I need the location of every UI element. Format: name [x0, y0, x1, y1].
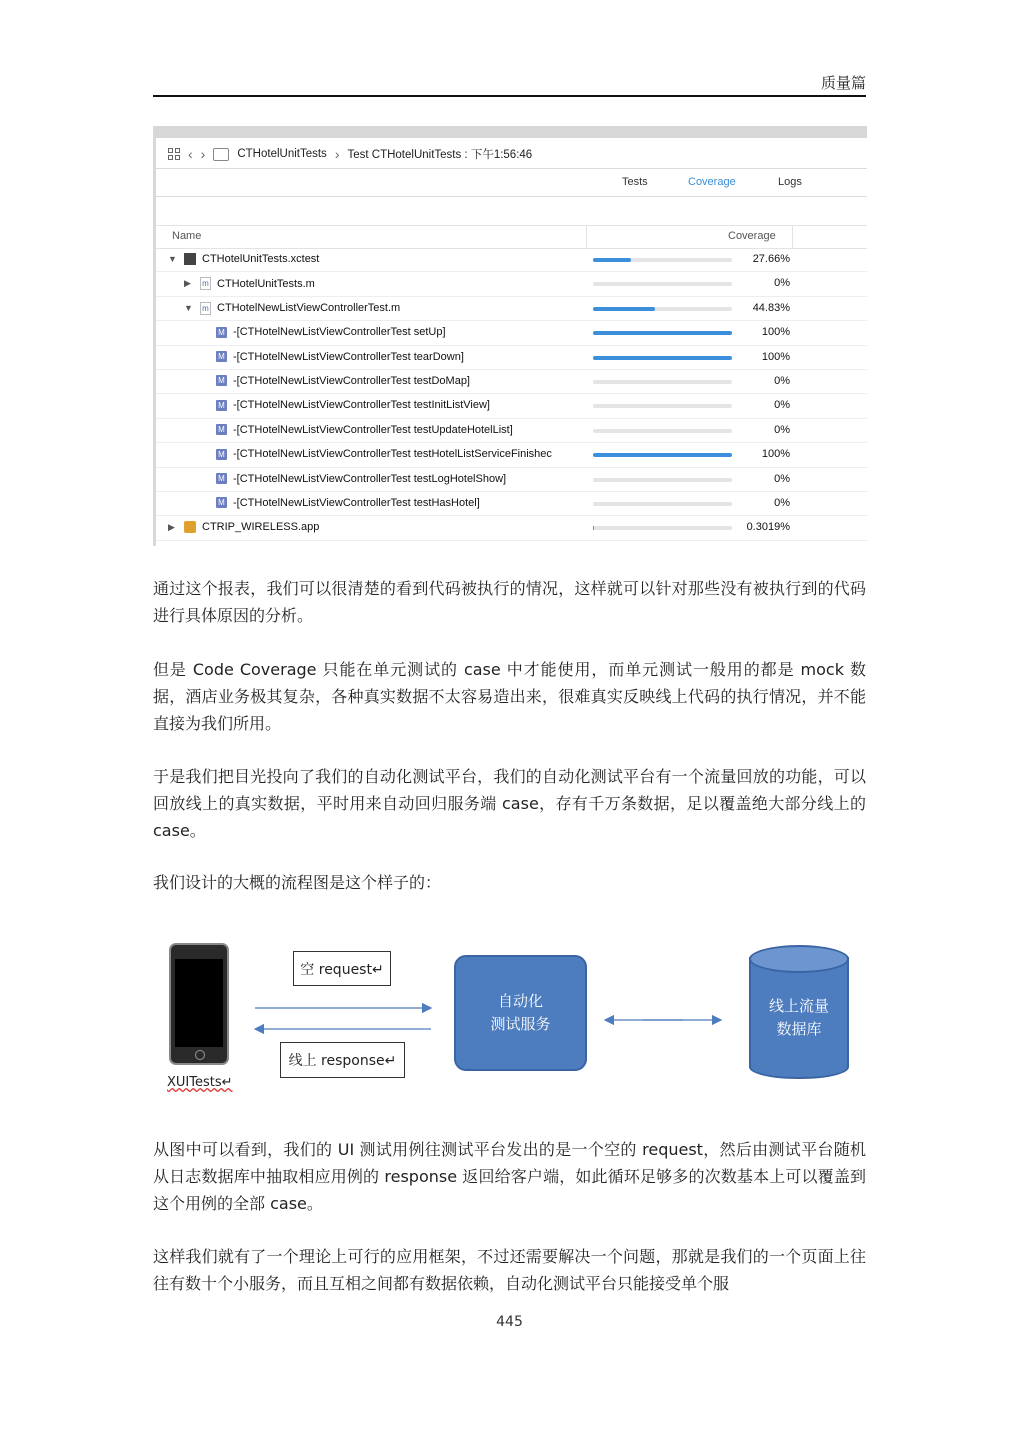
table-row[interactable] — [156, 248, 867, 272]
method-icon: M — [216, 424, 227, 435]
app-icon — [184, 521, 196, 533]
title-band — [156, 126, 867, 138]
header-rule — [153, 95, 866, 97]
coverage-percent: 0% — [774, 423, 790, 436]
method-icon: M — [216, 449, 227, 460]
service-label-line1: 自动化 — [497, 992, 543, 1010]
forward-chevron-icon[interactable]: › — [200, 146, 206, 162]
row-label: -[CTHotelNewListViewControllerTest testUpdateHotelList] — [233, 423, 513, 436]
phone-icon — [169, 943, 229, 1065]
table-row[interactable] — [156, 419, 867, 443]
tab-tests[interactable]: Tests — [622, 176, 648, 188]
coverage-percent: 100% — [761, 326, 790, 339]
coverage-bar-fill — [593, 356, 732, 360]
response-label-box: 线上 response↵ — [280, 1042, 405, 1078]
coverage-bar — [593, 526, 732, 530]
back-chevron-icon[interactable]: ‹ — [188, 146, 193, 162]
source-file-icon: m — [200, 302, 211, 315]
coverage-bar — [593, 478, 732, 482]
row-label: -[CTHotelNewListViewControllerTest testHotelListServiceFinishec — [233, 448, 552, 461]
client-label: XUITests↵ — [167, 1075, 233, 1090]
coverage-bar-fill — [593, 331, 732, 335]
coverage-bar-fill — [593, 258, 631, 262]
coverage-percent: 0% — [774, 374, 790, 387]
coverage-bar-fill — [593, 307, 655, 311]
row-label: -[CTHotelNewListViewControllerTest testDoMap] — [233, 374, 470, 387]
coverage-percent: 0% — [774, 277, 790, 290]
table-row[interactable] — [156, 394, 867, 418]
coverage-bar — [593, 380, 732, 384]
row-label: -[CTHotelNewListViewControllerTest testLogHotelShow] — [233, 472, 507, 485]
coverage-bar — [593, 429, 732, 433]
paragraph-6: 这样我们就有了一个理论上可行的应用框架，不过还需要解决一个问题，那就是我们的一个页面上往往有数十个小服务，而且互相之间都有数据依赖，自动化测试平台只能接受单个服 — [153, 1247, 866, 1293]
db-label-line1: 线上流量 — [768, 997, 829, 1015]
disclosure-open-icon[interactable]: ▼ — [168, 254, 177, 264]
coverage-bar — [593, 404, 732, 408]
coverage-bar — [593, 258, 732, 262]
flow-diagram — [153, 930, 866, 1105]
disclosure-closed-icon[interactable]: ▶ — [168, 521, 175, 532]
method-icon: M — [216, 473, 227, 484]
table-row[interactable] — [156, 272, 867, 296]
paragraph-1: 通过这个报表，我们可以很清楚的看到代码被执行的情况，这样就可以针对那些没有被执行到的代码进行具体原因的分析。 — [153, 579, 866, 625]
test-bundle-icon — [184, 253, 196, 265]
coverage-bar — [593, 356, 732, 360]
table-row[interactable] — [156, 516, 867, 540]
coverage-percent: 0% — [774, 399, 790, 412]
coverage-bar — [593, 331, 732, 335]
column-coverage-header[interactable]: Coverage — [728, 230, 776, 242]
method-icon: M — [216, 375, 227, 386]
test-service-box — [454, 955, 587, 1071]
row-label: CTHotelNewListViewControllerTest.m — [217, 302, 401, 315]
breadcrumb-project[interactable]: CTHotelUnitTests — [237, 148, 327, 160]
source-file-icon: m — [200, 277, 211, 290]
row-label: -[CTHotelNewListViewControllerTest testInitListView] — [233, 399, 490, 412]
coverage-bar-fill — [593, 453, 732, 457]
coverage-percent: 44.83% — [752, 301, 790, 314]
page-number: 445 — [496, 1314, 523, 1330]
xcode-coverage-screenshot — [153, 126, 867, 546]
row-label: -[CTHotelNewListViewControllerTest setUp] — [233, 326, 446, 339]
paragraph-2: 但是 Code Coverage 只能在单元测试的 case 中才能使用，而单元测试一般用的都是 mock 数据，酒店业务极其复杂，各种真实数据不太容易造出来，很难真实反映线上代码的执行情况，并不能直接为我们所用。 — [153, 660, 866, 733]
coverage-percent: 0% — [774, 496, 790, 509]
coverage-percent: 27.66% — [752, 253, 790, 265]
coverage-percent: 0% — [774, 472, 790, 485]
column-name-header[interactable]: Name — [172, 230, 202, 242]
request-label-box: 空 request↵ — [293, 951, 391, 986]
row-label: CTHotelUnitTests.xctest — [202, 253, 320, 265]
method-icon: M — [216, 351, 227, 362]
method-icon: M — [216, 497, 227, 508]
report-tabs — [156, 174, 867, 194]
method-icon: M — [216, 400, 227, 411]
coverage-bar — [593, 453, 732, 457]
coverage-table-header — [156, 225, 867, 249]
table-row[interactable] — [156, 321, 867, 345]
paragraph-5: 从图中可以看到，我们的 UI 测试用例往测试平台发出的是一个空的 request，然后由测试平台随机从日志数据库中抽取相应用例的 response 返回给客户端，如此循环足够多的次数基本上可以覆盖到这个用例的全部 case。 — [153, 1140, 866, 1213]
coverage-bar — [593, 282, 732, 286]
db-label-line2: 数据库 — [776, 1020, 822, 1038]
table-row[interactable] — [156, 492, 867, 516]
folder-icon — [213, 148, 229, 161]
table-row[interactable] — [156, 370, 867, 394]
breadcrumb-detail[interactable]: Test CTHotelUnitTests : 下午1:56:46 — [347, 149, 533, 161]
coverage-percent: 0.3019% — [746, 521, 790, 534]
paragraph-3: 于是我们把目光投向了我们的自动化测试平台，我们的自动化测试平台有一个流量回放的功能，可以回放线上的真实数据，平时用来自动回归服务端 case，存有千万条数据，足以覆盖绝大部分线上的 case。 — [153, 767, 866, 840]
database-cylinder — [749, 945, 847, 1078]
disclosure-open-icon[interactable]: ▼ — [184, 303, 193, 314]
breadcrumb-separator-icon: › — [334, 146, 340, 162]
coverage-percent: 100% — [761, 350, 790, 363]
method-icon: M — [216, 327, 227, 338]
breadcrumb — [168, 144, 532, 164]
coverage-bar — [593, 502, 732, 506]
row-label: CTHotelUnitTests.m — [217, 277, 315, 290]
disclosure-closed-icon[interactable]: ▶ — [184, 278, 191, 289]
row-label: -[CTHotelNewListViewControllerTest testHasHotel] — [233, 496, 480, 509]
table-row[interactable] — [156, 346, 867, 370]
row-label: CTRIP_WIRELESS.app — [202, 521, 320, 534]
service-label-line2: 测试服务 — [490, 1015, 551, 1033]
page-header-title: 质量篇 — [820, 74, 866, 92]
tab-coverage[interactable]: Coverage — [688, 176, 736, 188]
table-row[interactable] — [156, 468, 867, 492]
coverage-table — [156, 248, 867, 541]
grid-icon[interactable] — [168, 148, 180, 160]
paragraph-4: 我们设计的大概的流程图是这个样子的： — [153, 873, 442, 892]
tab-logs[interactable]: Logs — [778, 176, 802, 188]
coverage-percent: 100% — [761, 448, 790, 461]
row-label: -[CTHotelNewListViewControllerTest tearDown] — [233, 350, 464, 363]
table-row[interactable] — [156, 443, 867, 467]
table-row[interactable] — [156, 297, 867, 321]
coverage-bar — [593, 307, 732, 311]
